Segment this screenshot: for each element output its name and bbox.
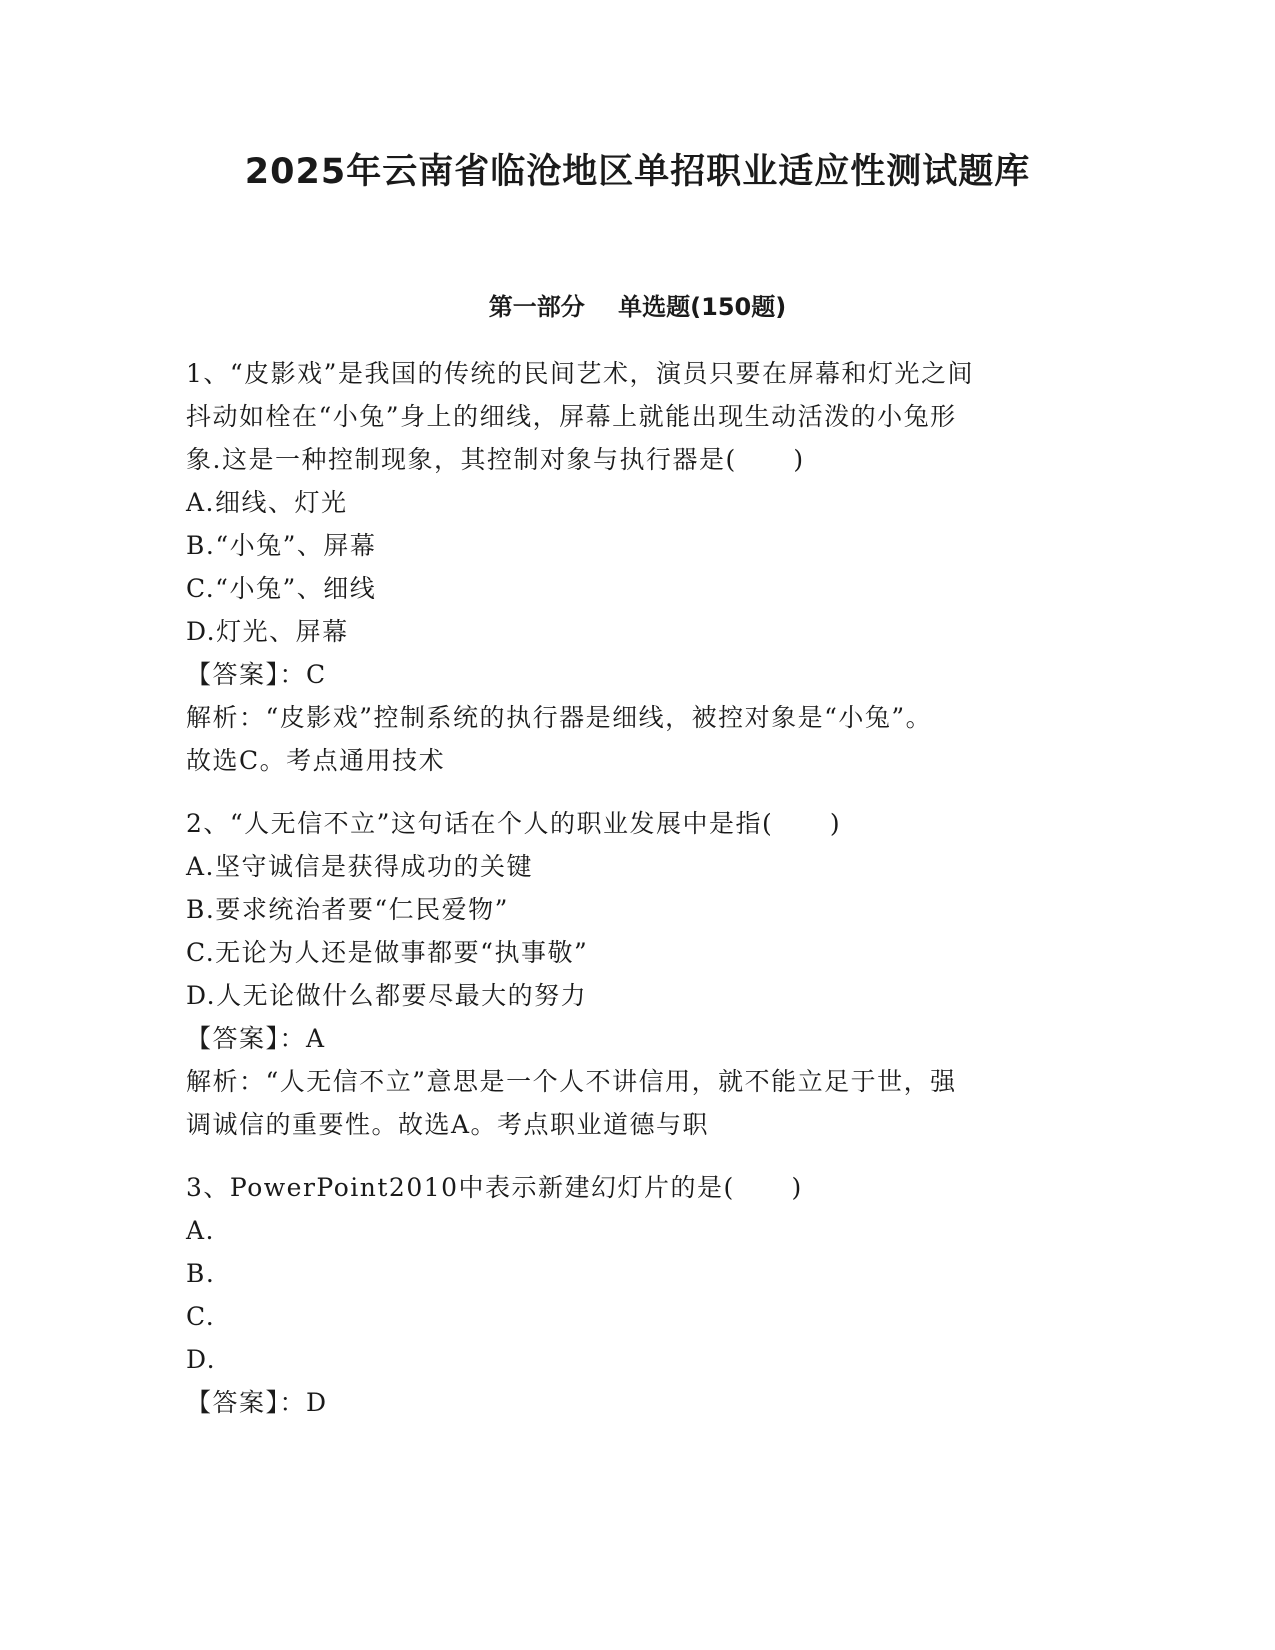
option-b: B.“小兔”、屏幕 — [186, 531, 377, 560]
section-title: 第一部分 单选题(150题) — [488, 293, 787, 321]
option-d: D.灯光、屏幕 — [186, 617, 349, 646]
option-c: C.无论为人还是做事都要“执事敬” — [186, 938, 589, 967]
option-a: A.坚守诚信是获得成功的关键 — [186, 852, 534, 881]
option-d: D. — [186, 1345, 217, 1374]
option-b: B. — [186, 1259, 216, 1288]
option-b: B.要求统治者要“仁民爱物” — [186, 895, 509, 924]
answer-line: 【答案】：A — [186, 1024, 326, 1053]
document-title: 2025年云南省临沧地区单招职业适应性测试题库 — [244, 152, 1031, 192]
analysis-line: 解析：“皮影戏”控制系统的执行器是细线，被控对象是“小兔”。 — [186, 703, 933, 732]
option-c: C. — [186, 1302, 216, 1331]
question-1 — [186, 352, 1086, 782]
analysis-line: 调诚信的重要性。故选A。考点职业道德与职 — [186, 1110, 710, 1139]
answer-line: 【答案】：C — [186, 660, 327, 689]
analysis-line: 故选C。考点通用技术 — [186, 746, 446, 775]
option-c: C.“小兔”、细线 — [186, 574, 377, 603]
question-stem-line: 2、“人无信不立”这句话在个人的职业发展中是指( ) — [186, 809, 842, 838]
question-stem-line: 3、PowerPoint2010中表示新建幻灯片的是( ) — [186, 1173, 803, 1202]
question-stem-line: 象.这是一种控制现象，其控制对象与执行器是( ) — [186, 445, 805, 474]
option-d: D.人无论做什么都要尽最大的努力 — [186, 981, 588, 1010]
analysis-line: 解析：“人无信不立”意思是一个人不讲信用，就不能立足于世，强 — [186, 1067, 957, 1096]
question-3 — [186, 1166, 1086, 1424]
question-stem-line: 抖动如栓在“小兔”身上的细线，屏幕上就能出现生动活泼的小兔形 — [186, 402, 957, 431]
answer-line: 【答案】：D — [186, 1388, 328, 1417]
question-list — [186, 352, 1086, 1444]
question-stem-line: 1、“皮影戏”是我国的传统的民间艺术，演员只要在屏幕和灯光之间 — [186, 359, 974, 388]
option-a: A.细线、灯光 — [186, 488, 348, 517]
option-a: A. — [186, 1216, 216, 1245]
question-2 — [186, 802, 1086, 1146]
